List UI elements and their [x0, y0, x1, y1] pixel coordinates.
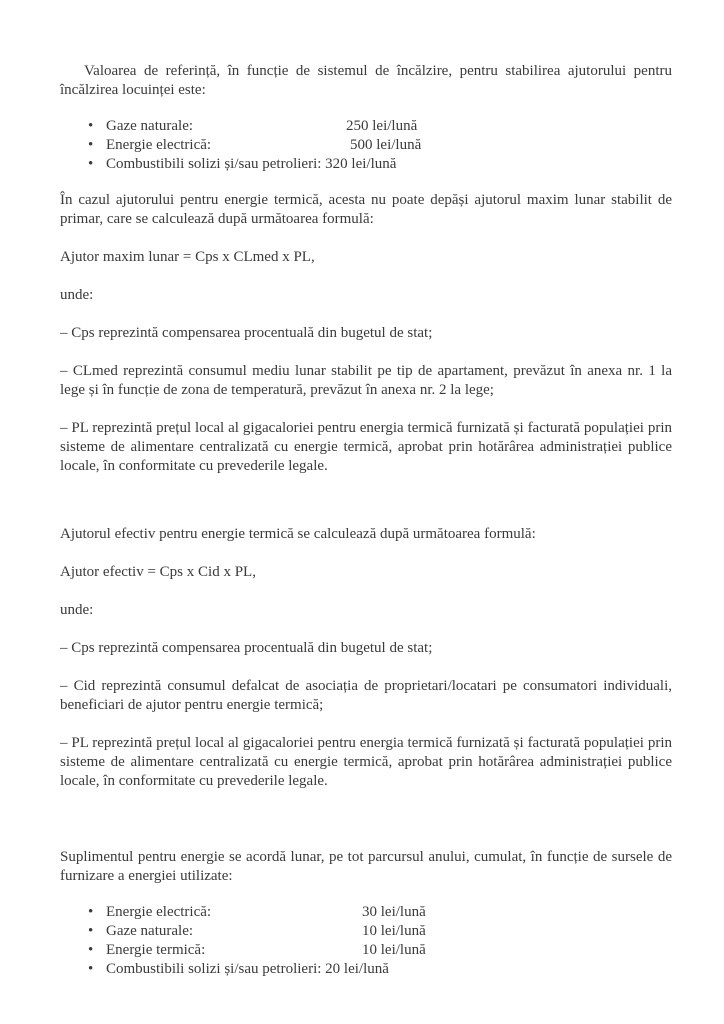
item-value: 10 lei/lună — [362, 923, 426, 939]
energy-supplement-intro: Suplimentul pentru energie se acordă lunar, pe tot parcursul anului, cumulat, în funcție de sursele de furnizare a energiei utilizate: — [60, 849, 672, 884]
bullet-icon: • — [88, 156, 94, 172]
where-label: unde: — [60, 287, 94, 303]
bullet-icon: • — [88, 137, 94, 153]
list-item — [88, 960, 672, 979]
bullet-icon: • — [88, 904, 94, 920]
definition-pl: – PL reprezintă prețul local al gigacaloriei pentru energia termică furnizată și facturată populației prin sisteme de alimentare centralizată cu energie termică, aprobat prin hotărârea administrației publice locale, în conformitate cu prevederile legale. — [60, 420, 672, 474]
item-value: 500 lei/lună — [350, 137, 422, 153]
list-item — [88, 903, 672, 922]
definition-cps: – Cps reprezintă compensarea procentuală din bugetul de stat; — [60, 640, 433, 656]
definition-cid: – Cid reprezintă consumul defalcat de asociația de proprietari/locatari pe consumatori individuali, beneficiari de ajutor pentru energie termică; — [60, 678, 672, 713]
bullet-icon: • — [88, 942, 94, 958]
bullet-icon: • — [88, 923, 94, 939]
list-item — [88, 136, 672, 155]
list-item — [88, 155, 672, 174]
list-item — [88, 117, 672, 136]
list-item — [88, 941, 672, 960]
max-aid-formula: Ajutor maxim lunar = Cps x CLmed x PL, — [60, 249, 315, 265]
definition-pl: – PL reprezintă prețul local al gigacaloriei pentru energia termică furnizată și facturată populației prin sisteme de alimentare centralizată cu energie termică, aprobat prin hotărârea administrației publice locale, în conformitate cu prevederile legale. — [60, 735, 672, 789]
list-item — [88, 922, 672, 941]
item-value: 20 lei/lună — [325, 961, 389, 977]
item-value: 250 lei/lună — [346, 118, 418, 134]
item-label: Combustibili solizi și/sau petrolieri: — [106, 156, 322, 172]
heating-reference-values-list — [60, 117, 672, 174]
item-label: Gaze naturale: — [106, 118, 194, 134]
item-value: 320 lei/lună — [325, 156, 397, 172]
bullet-icon: • — [88, 961, 94, 977]
item-value: 10 lei/lună — [362, 942, 426, 958]
item-label: Energie electrică: — [106, 904, 212, 920]
effective-aid-paragraph: Ajutorul efectiv pentru energie termică se calculează după următoarea formulă: — [60, 526, 536, 542]
item-label: Energie electrică: — [106, 137, 212, 153]
item-label: Combustibili solizi și/sau petrolieri: — [106, 961, 322, 977]
where-label: unde: — [60, 602, 94, 618]
bullet-icon: • — [88, 118, 94, 134]
energy-supplement-list — [60, 903, 672, 979]
item-label: Energie termică: — [106, 942, 206, 958]
document-page — [60, 62, 672, 979]
definition-clmed: – CLmed reprezintă consumul mediu lunar stabilit pe tip de apartament, prevăzut în anexa nr. 1 la lege și în funcție de zona de temperatură, prevăzut în anexa nr. 2 la lege; — [60, 363, 672, 398]
thermal-energy-paragraph: În cazul ajutorului pentru energie termică, acesta nu poate depăși ajutorul maxim lunar stabilit de primar, care se calculează după următoarea formulă: — [60, 192, 672, 227]
effective-aid-formula: Ajutor efectiv = Cps x Cid x PL, — [60, 564, 256, 580]
item-value: 30 lei/lună — [362, 904, 426, 920]
reference-value-intro: Valoarea de referință, în funcție de sistemul de încălzire, pentru stabilirea ajutorului pentru încălzirea locuinței este: — [60, 63, 672, 98]
item-label: Gaze naturale: — [106, 923, 194, 939]
definition-cps: – Cps reprezintă compensarea procentuală din bugetul de stat; — [60, 325, 433, 341]
